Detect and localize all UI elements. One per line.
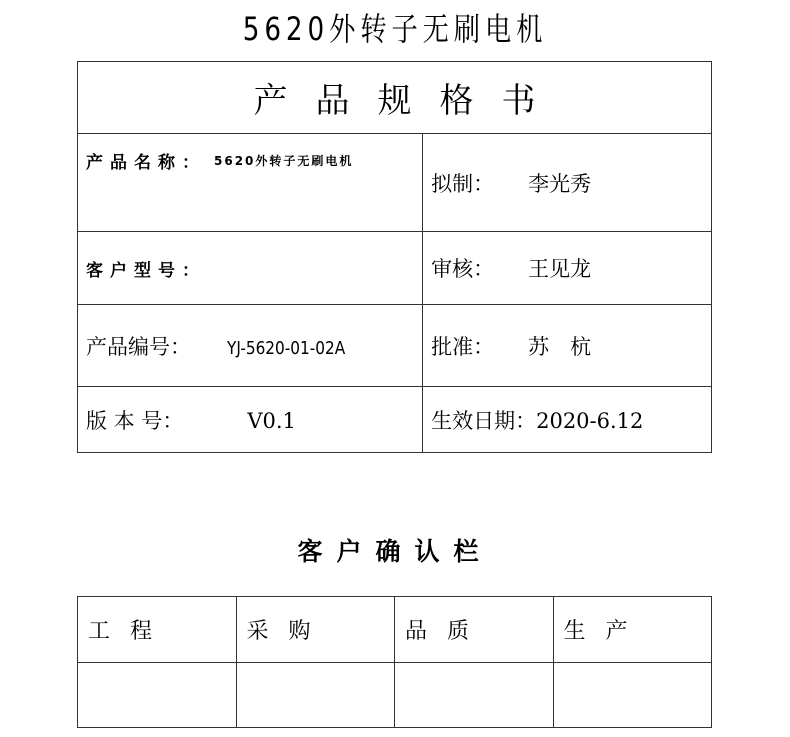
reviewed-label: 审核： (431, 257, 495, 281)
approved-label: 批准： (431, 334, 495, 359)
product-code-cell (78, 305, 423, 387)
confirm-sign-production[interactable] (553, 663, 712, 728)
confirm-col-purchasing: 采购 (236, 597, 395, 663)
customer-model-cell (78, 232, 423, 305)
product-name-value: 5620外转子无刷电机 (214, 154, 354, 168)
drafted-value: 李光秀 (528, 171, 592, 196)
customer-confirm-title: 客户确认栏 (297, 537, 493, 566)
effective-date-cell (423, 387, 712, 453)
customer-model-label: 客户型号： (86, 260, 206, 281)
confirm-col-quality: 品质 (395, 597, 554, 663)
confirm-col-engineering: 工程 (78, 597, 237, 663)
product-name-cell (78, 134, 423, 232)
product-code-label: 产品编号： (86, 334, 191, 359)
approved-value: 苏 杭 (528, 334, 592, 359)
product-name-label: 产品名称： (86, 153, 206, 173)
customer-confirm-table (77, 596, 712, 728)
confirm-col-production: 生产 (553, 597, 712, 663)
confirm-sign-purchasing[interactable] (236, 663, 395, 728)
document-title: 5620外转子无刷电机 (242, 10, 548, 48)
version-cell (78, 387, 423, 453)
drafted-cell (423, 134, 712, 232)
approved-cell (423, 305, 712, 387)
reviewed-value: 王见龙 (528, 257, 592, 281)
reviewed-cell (423, 232, 712, 305)
version-value: V0.1 (247, 408, 296, 433)
spec-table (77, 61, 712, 453)
spec-heading-cell (78, 62, 712, 134)
confirm-sign-engineering[interactable] (78, 663, 237, 728)
drafted-label: 拟制： (431, 171, 495, 196)
effective-date-value: 2020-6.12 (536, 408, 644, 433)
product-code-value: YJ-5620-01-02A (227, 337, 346, 359)
spec-heading: 产品规格书 (253, 81, 564, 121)
version-label: 版 本 号： (86, 408, 184, 433)
effective-date-label: 生效日期： (431, 408, 537, 433)
confirm-sign-quality[interactable] (395, 663, 554, 728)
